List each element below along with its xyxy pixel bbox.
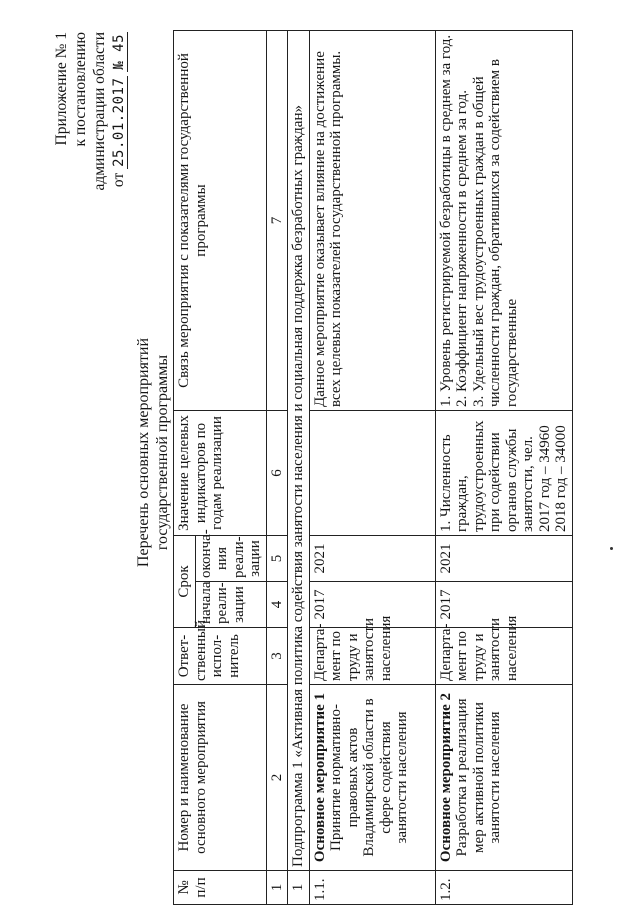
scan-speck xyxy=(610,547,613,550)
subprogram-num: 1 xyxy=(288,871,310,905)
link-line: Данное мероприятие оказывает влияние на достижение всех целевых показателей государственной программы. xyxy=(311,50,344,407)
column-index: 1 xyxy=(266,871,288,905)
header-link: Связь мероприятия с показателями государственной программы xyxy=(174,30,267,410)
header-name: Номер и наименование основного мероприятия xyxy=(174,685,267,871)
activity-title: Основное мероприятие 1 xyxy=(311,692,328,863)
row-num: 1.1. xyxy=(309,871,435,905)
row-link xyxy=(309,30,435,410)
subprogram-row xyxy=(288,30,310,904)
row-activity xyxy=(435,685,572,871)
indicator-line: 2018 год – 34000 xyxy=(553,425,569,532)
header-term: Срок xyxy=(174,535,196,627)
activity-description: Разработка и реализация мер активной политики занятости населения xyxy=(454,698,503,857)
row-indicators xyxy=(309,410,435,535)
appendix-date-line xyxy=(109,32,129,302)
table-row xyxy=(435,30,572,904)
row-indicators xyxy=(435,410,572,535)
title-line-2: государственной программы xyxy=(154,354,171,551)
title-line-1: Перечень основных мероприятий xyxy=(135,337,152,568)
appendix-block xyxy=(52,32,129,302)
activity-title: Основное мероприятие 2 xyxy=(437,692,454,863)
subprogram-title: Подпрограмма 1 «Активная политика содействия занятости населения и социальная поддержка безработных граждан» xyxy=(288,30,310,870)
appendix-line-1: Приложение № 1 xyxy=(53,32,70,146)
table-header-row xyxy=(174,30,196,904)
header-num: № п/п xyxy=(174,871,267,905)
appendix-date-prefix: от xyxy=(110,172,127,188)
row-executor: Департа-мент по труду и занятости населения xyxy=(309,628,435,685)
row-executor: Департа-мент по труду и занятости населения xyxy=(435,628,572,685)
appendix-line-2: к постановлению xyxy=(72,32,89,147)
document-title xyxy=(134,250,172,655)
link-line: 2. Коэффициент напряженности в среднем за год. xyxy=(454,90,470,407)
row-start: 2017 xyxy=(435,582,572,628)
header-start: начала реали-зации xyxy=(195,582,266,628)
link-line: 1. Уровень регистрируемой безработицы в среднем за год. xyxy=(437,34,454,407)
row-num: 1.2. xyxy=(435,871,572,905)
row-link xyxy=(435,30,572,410)
header-executor: Ответ-ственный испол-нитель xyxy=(174,628,267,685)
link-line: 3. Удельный вес трудоустроенных граждан в общей численности граждан, обратившихся за содействием в государственные xyxy=(470,59,520,407)
header-indicators: Значение целевых индикаторов по годам реализации xyxy=(174,410,267,535)
activities-table xyxy=(173,30,573,905)
appendix-line-3: администрации области xyxy=(91,32,108,191)
column-index: 5 xyxy=(266,535,288,581)
row-end: 2021 xyxy=(435,535,572,581)
indicator-line: 2017 год – 34960 xyxy=(536,425,553,532)
row-start: 2017 xyxy=(309,582,435,628)
column-index: 3 xyxy=(266,628,288,685)
column-index: 4 xyxy=(266,582,288,628)
column-index: 7 xyxy=(266,30,288,410)
appendix-number: № 45 xyxy=(111,34,127,70)
indicator-line: 1. Численность граждан, трудоустроенных при содействии органов службы занятости, чел. xyxy=(437,420,536,532)
column-index: 2 xyxy=(266,685,288,871)
column-index: 6 xyxy=(266,410,288,535)
appendix-date: 25.01.2017 xyxy=(111,77,127,167)
header-end: оконча-ния реали-зации xyxy=(195,535,266,581)
row-activity xyxy=(309,685,435,871)
row-end: 2021 xyxy=(309,535,435,581)
activity-description: Принятие нормативно-правовых актов Владимирской области в сфере содействия занятости населения xyxy=(328,698,410,857)
table-row xyxy=(309,30,435,904)
column-index-row xyxy=(266,30,288,904)
